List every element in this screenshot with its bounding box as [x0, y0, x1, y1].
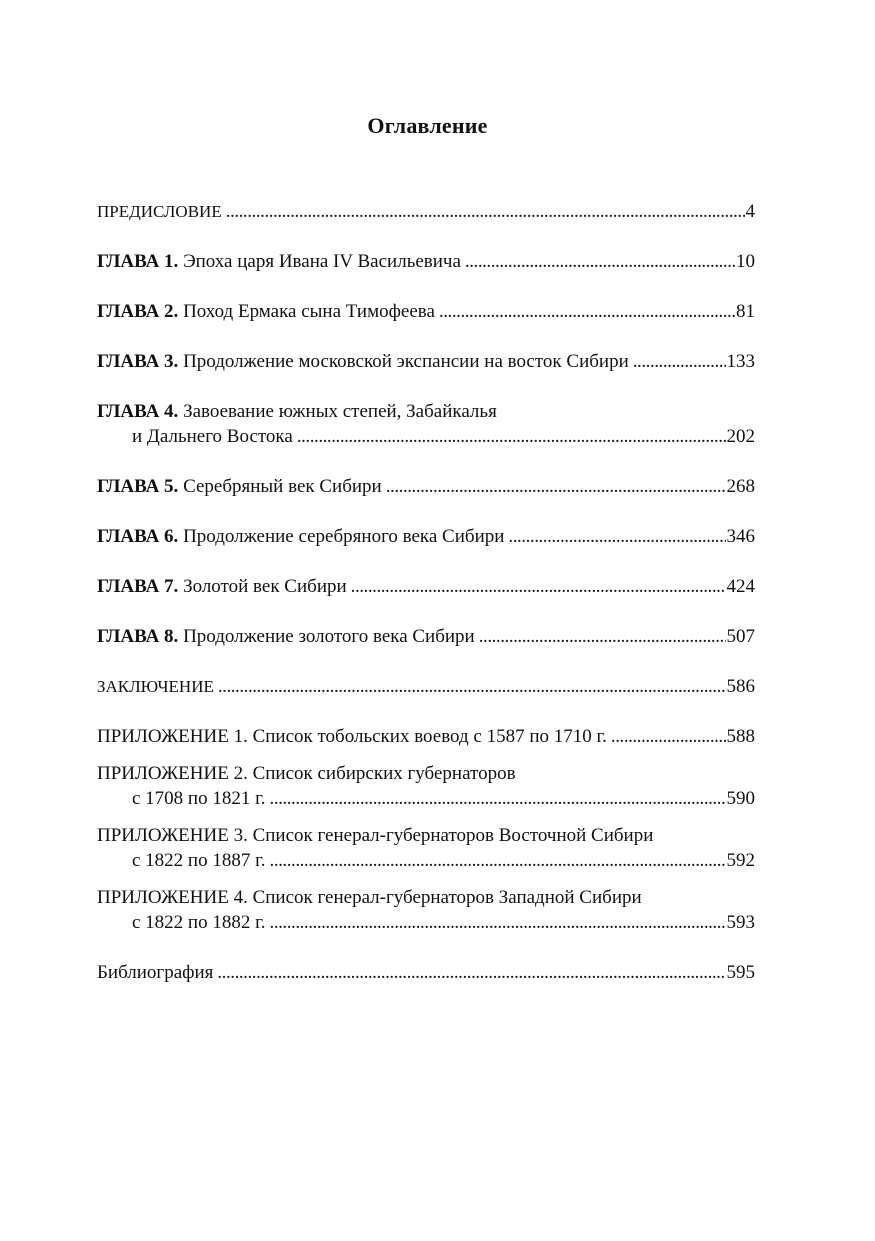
dot-leader [270, 848, 726, 873]
toc-page-number: 592 [726, 850, 755, 871]
dot-leader [218, 674, 726, 699]
toc-entry-label: Библиография [97, 962, 214, 983]
toc-entry-chapter-7[interactable] [97, 574, 755, 599]
toc-entry-label: ПРИЛОЖЕНИЕ 4. Список генерал-губернаторов Западной Сибири [97, 887, 642, 908]
toc-page-number: 268 [726, 476, 755, 497]
toc-page-number: 81 [736, 301, 755, 322]
toc-page-number: 507 [726, 626, 755, 647]
toc-page-number: 588 [726, 726, 755, 747]
dot-leader [479, 624, 726, 649]
toc-entry-bibliography[interactable] [97, 960, 755, 985]
dot-leader [270, 786, 726, 811]
dot-leader [439, 299, 735, 324]
toc-entry-chapter-3[interactable] [97, 349, 755, 374]
dot-leader [611, 724, 726, 749]
toc-entry-chapter-5[interactable] [97, 474, 755, 499]
toc-entry-chapter-8[interactable] [97, 624, 755, 649]
chapter-number: ГЛАВА 4. [97, 401, 179, 422]
chapter-number: ГЛАВА 1. [97, 251, 179, 272]
toc-entry-label: Продолжение золотого века Сибири [183, 626, 475, 647]
toc-page-number: 586 [726, 676, 755, 697]
toc-entry-label: ПРЕДИСЛОВИЕ [97, 202, 222, 221]
dot-leader [217, 960, 725, 985]
chapter-number: ГЛАВА 5. [97, 476, 179, 497]
toc-page-number: 595 [726, 962, 755, 983]
toc-entry-continuation: с 1708 по 1821 г. [132, 788, 266, 809]
table-of-contents [97, 199, 755, 985]
toc-entry-label: ЗАКЛЮЧЕНИЕ [97, 677, 214, 696]
toc-entry-chapter-1[interactable] [97, 249, 755, 274]
toc-entry-conclusion[interactable] [97, 674, 755, 699]
toc-page-number: 593 [726, 912, 755, 933]
toc-page-number: 202 [726, 426, 755, 447]
toc-entry-appendix-3[interactable] [97, 823, 755, 873]
chapter-number: ГЛАВА 7. [97, 576, 179, 597]
toc-entry-label: Эпоха царя Ивана IV Васильевича [183, 251, 461, 272]
dot-leader [226, 199, 745, 224]
toc-entry-continuation: и Дальнего Востока [132, 426, 293, 447]
dot-leader [351, 574, 726, 599]
toc-page-number: 133 [726, 351, 755, 372]
toc-page-number: 424 [726, 576, 755, 597]
dot-leader [386, 474, 726, 499]
toc-entry-label: Продолжение московской экспансии на восток Сибири [183, 351, 629, 372]
toc-entry-label: Завоевание южных степей, Забайкалья [183, 401, 497, 422]
toc-entry-label: ПРИЛОЖЕНИЕ 2. Список сибирских губернаторов [97, 763, 516, 784]
toc-entry-label: Золотой век Сибири [183, 576, 347, 597]
toc-entry-appendix-4[interactable] [97, 885, 755, 935]
toc-entry-label: Поход Ермака сына Тимофеева [183, 301, 435, 322]
toc-page-number: 590 [726, 788, 755, 809]
page-title: Оглавление [367, 113, 488, 138]
chapter-number: ГЛАВА 8. [97, 626, 179, 647]
toc-entry-label: ПРИЛОЖЕНИЕ 3. Список генерал-губернаторов Восточной Сибири [97, 825, 654, 846]
toc-entry-label: Серебряный век Сибири [183, 476, 382, 497]
chapter-number: ГЛАВА 2. [97, 301, 179, 322]
toc-entry-chapter-2[interactable] [97, 299, 755, 324]
toc-entry-label: ПРИЛОЖЕНИЕ 1. Список тобольских воевод с 1587 по 1710 г. [97, 726, 607, 747]
toc-page-number: 346 [726, 526, 755, 547]
dot-leader [633, 349, 726, 374]
dot-leader [465, 249, 735, 274]
dot-leader [270, 910, 726, 935]
toc-entry-continuation: с 1822 по 1887 г. [132, 850, 266, 871]
chapter-number: ГЛАВА 6. [97, 526, 179, 547]
toc-entry-preface[interactable] [97, 199, 755, 224]
toc-entry-label: Продолжение серебряного века Сибири [183, 526, 505, 547]
toc-entry-chapter-4[interactable] [97, 399, 755, 449]
toc-page-number: 10 [736, 251, 755, 272]
toc-entry-appendix-1[interactable] [97, 724, 755, 749]
toc-entry-continuation: с 1822 по 1882 г. [132, 912, 266, 933]
toc-entry-chapter-6[interactable] [97, 524, 755, 549]
chapter-number: ГЛАВА 3. [97, 351, 179, 372]
toc-page-number: 4 [745, 201, 755, 222]
dot-leader [297, 424, 726, 449]
toc-entry-appendix-2[interactable] [97, 761, 755, 811]
dot-leader [508, 524, 725, 549]
